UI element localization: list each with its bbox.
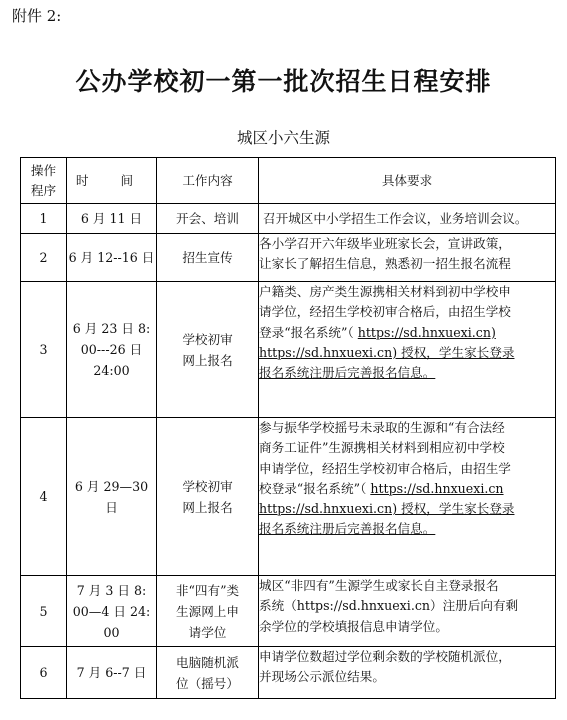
time-cell [67, 282, 157, 418]
step-cell: 4 [21, 418, 67, 576]
time-line: 00---26 日 [80, 342, 143, 357]
header-work-content: 工作内容 [157, 158, 259, 204]
time-cell: 6 月 11 日 [67, 204, 157, 234]
work-line: 非“四有”类 [175, 582, 240, 598]
requirements-line: 报名系统注册后完善报名信息。 [259, 521, 436, 537]
step-cell: 2 [21, 234, 67, 282]
requirements-line: 并现场公示派位结果。 [259, 669, 385, 685]
header-step-line: 操作 [30, 162, 57, 178]
work-line: 电脑随机派 [176, 654, 239, 670]
work-line: 请学位 [188, 624, 227, 640]
requirements-line: 让家长了解招生信息，熟悉初一招生报名流程 [259, 256, 511, 272]
table-row [21, 204, 556, 234]
time-cell [67, 576, 157, 647]
requirements-line: 校登录“报名系统”（ https://sd.hnxuexi.cn [259, 480, 504, 496]
header-time: 时 间 [67, 158, 157, 204]
table-row [21, 418, 556, 576]
work-cell [157, 418, 259, 576]
requirements-cell [259, 647, 556, 699]
header-step [21, 158, 67, 204]
work-cell: 招生宣传 [157, 234, 259, 282]
registration-link[interactable]: https://sd.hnxuexi.cn [370, 480, 504, 496]
requirements-line: 参与振华学校摇号未录取的生源和“有合法经 [259, 420, 505, 435]
document-title: 公办学校初一第一批次招生日程安排 [75, 67, 492, 96]
requirements-line: 城区“非四有”生源学生或家长自主登录报名 [259, 578, 499, 593]
requirements-cell: 召开城区中小学招生工作会议，业务培训会议。 [259, 204, 556, 234]
time-cell: 6 月 29—30 日 [67, 418, 157, 576]
requirements-line: 系统（https://sd.hnxuexi.cn）注册后向有剩 [259, 598, 519, 614]
requirements-line: 各小学召开六年级毕业班家长会，宣讲政策， [259, 236, 511, 251]
table-row [21, 282, 556, 418]
time-line: 00—4 日 24: [72, 603, 151, 619]
requirements-line: 登录“报名系统”（ https://sd.hnxuexi.cn) [259, 324, 496, 340]
step-cell: 5 [21, 576, 67, 647]
work-line: 学校初审 [182, 331, 233, 347]
table-row [21, 647, 556, 699]
time-line: 00 [103, 624, 120, 640]
requirements-cell [259, 234, 556, 282]
step-cell: 1 [21, 204, 67, 234]
document-subtitle: 城区小六生源 [236, 129, 330, 147]
time-line: 6 月 23 日 8: [72, 321, 151, 336]
requirements-line: 请学位，经招生学校初审合格后，由招生学校 [259, 304, 511, 320]
work-cell [157, 647, 259, 699]
requirements-line: https://sd.hnxuexi.cn) 授权，学生家长登录 [259, 501, 515, 517]
work-line: 学校初审 [182, 478, 233, 494]
time-line: 7 月 3 日 8: [76, 582, 147, 598]
work-line: 网上报名 [182, 352, 233, 368]
requirements-line: 申请学位数超过学位剩余数的学校随机派位， [259, 649, 511, 664]
requirements-cell [259, 418, 556, 576]
registration-link[interactable]: https://sd.hnxuexi.cn) [357, 324, 496, 340]
time-cell: 6 月 12--16 日 [67, 234, 157, 282]
work-line: 生源网上申 [176, 603, 239, 619]
requirements-line: https://sd.hnxuexi.cn) 授权，学生家长登录 [259, 344, 515, 360]
requirements-line: 余学位的学校填报信息申请学位。 [259, 618, 448, 634]
requirements-cell [259, 576, 556, 647]
work-cell: 开会、培训 [157, 204, 259, 234]
header-requirements: 具体要求 [259, 158, 556, 204]
requirements-cell [259, 282, 556, 418]
table-header-row [21, 158, 556, 204]
table-row [21, 234, 556, 282]
requirements-line: 报名系统注册后完善报名信息。 [259, 365, 436, 381]
attachment-label: 附件 2: [12, 7, 62, 25]
work-cell [157, 576, 259, 647]
table-row [21, 576, 556, 647]
header-step-line: 程序 [30, 182, 57, 198]
requirements-line: 申请学位，经招生学校初审合格后，由招生学 [259, 460, 511, 476]
requirements-line: 商务工证件”生源携相关材料到相应初中学校 [259, 440, 505, 456]
time-line: 24:00 [93, 363, 130, 378]
time-cell: 7 月 6--7 日 [67, 647, 157, 699]
work-cell [157, 282, 259, 418]
step-cell: 6 [21, 647, 67, 699]
step-cell: 3 [21, 282, 67, 418]
requirements-line: 户籍类、房产类生源携相关材料到初中学校申 [259, 284, 511, 299]
work-line: 网上报名 [182, 499, 233, 515]
schedule-table [20, 157, 556, 699]
work-line: 位（摇号） [176, 675, 239, 691]
